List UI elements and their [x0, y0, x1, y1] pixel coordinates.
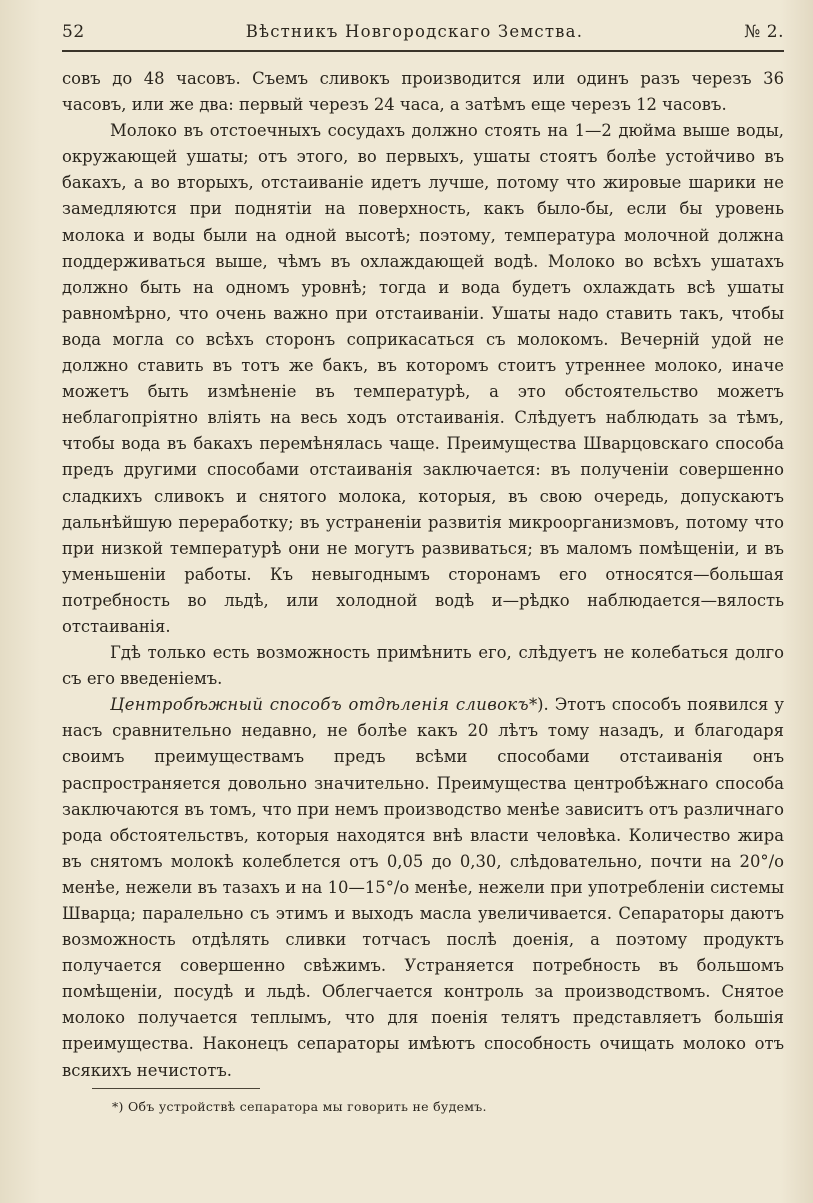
- paragraph-centrifugal-text: . Этотъ способъ появился у насъ сравнительно недавно, не болѣе какъ 20 лѣтъ тому назадъ, и благодаря своимъ преимуществамъ предъ всѣми способами отстаиванiя онъ распространяется довольно значительно. Преимущества центробѣжнаго способа заключаются въ томъ, что при немъ производство менѣе зависитъ отъ различнаго рода обстоятельствъ, которыя находятся внѣ власти человѣка. Количество жира въ снятомъ молокѣ колеблется отъ 0,05 до 0,30, слѣдовательно, почти на 20°/о менѣе, нежели въ тазахъ и на 10—15°/о менѣе, нежели при употребленiи системы Шварца; паралельно съ этимъ и выходъ масла увеличивается. Сепараторы даютъ возможность отдѣлять сливки тотчасъ послѣ доенiя, а поэтому продуктъ получается совершенно свѣжимъ. Устраняется потребность въ большомъ помѣщенiи, посудѣ и льдѣ. Облегчается контроль за производствомъ. Снятое молоко получается теплымъ, что для поенiя телятъ представляетъ большiя преимущества. Наконецъ сепараторы имѣютъ способность очищать молоко отъ всякихъ нечистотъ.: [62, 695, 784, 1080]
- paragraph-milk-levels: Молоко въ отстоечныхъ сосудахъ должно стоять на 1—2 дюйма выше воды, окружающей ушаты; отъ этого, во первыхъ, ушаты стоятъ болѣе устойчиво въ бакахъ, а во вторыхъ, отстаиванiе идетъ лучше, потому что жировые шарики не замедляются при поднятiи на поверхность, какъ было-бы, если бы уровень молока и воды были на одной высотѣ; поэтому, температура молочной должна поддерживаться выше, чѣмъ въ охлаждающей водѣ. Молоко во всѣхъ ушатахъ должно быть на одномъ уровнѣ; тогда и вода будетъ охлаждать всѣ ушаты равномѣрно, что очень важно при отстаиванiи. Ушаты надо ставить такъ, чтобы вода могла со всѣхъ сторонъ соприкасаться съ молокомъ. Вечернiй удой не должно ставить въ тотъ же бакъ, въ которомъ стоитъ утреннее молоко, иначе можетъ быть измѣненiе въ температурѣ, а это обстоятельство можетъ неблагопрiятно влiять на весь ходъ отстаиванiя. Слѣдуетъ наблюдать за тѣмъ, чтобы вода въ бакахъ перемѣнялась чаще. Преимущества Шварцовскаго способа предъ другими способами отстаиванiя заключается: въ полученiи совершенно сладкихъ сливокъ и снятого молока, которыя, въ свою очередь, допускаютъ дальнѣйшую переработку; въ устраненiи развитiя микроорганизмовъ, потому что при низкой температурѣ они не могутъ развиваться; въ маломъ помѣщенiи, и въ уменьшенiи работы. Къ невыгоднымъ сторонамъ его относятся—большая потребность во льдѣ, или холодной водѣ и—рѣдко наблюдается—вялость отстаиванiя.: [62, 121, 784, 636]
- issue-number: № 2.: [744, 22, 784, 42]
- paragraph-recommendation: Гдѣ только есть возможность примѣнить его, слѣдуетъ не колебаться долго съ его введенiемъ.: [62, 643, 784, 689]
- running-header: [62, 22, 784, 52]
- footnote-reference: *): [528, 695, 544, 715]
- body-text: [62, 66, 784, 1084]
- paragraph-centrifugal-method: [62, 692, 784, 1083]
- section-heading-italic: Центробѣжный способъ отдѣленiя сливокъ: [110, 695, 529, 715]
- footnote: *) Объ устройствѣ сепаратора мы говорить не будемъ.: [112, 1099, 487, 1114]
- footnote-divider: [92, 1088, 260, 1089]
- paragraph-continuation: совъ до 48 часовъ. Съемъ сливокъ производится или одинъ разъ черезъ 36 часовъ, или же два: первый черезъ 24 часа, а затѣмъ еще черезъ 12 часовъ.: [62, 69, 784, 115]
- page-number: 52: [62, 22, 85, 42]
- journal-title: Вѣстникъ Новгородскаго Земства.: [245, 22, 584, 41]
